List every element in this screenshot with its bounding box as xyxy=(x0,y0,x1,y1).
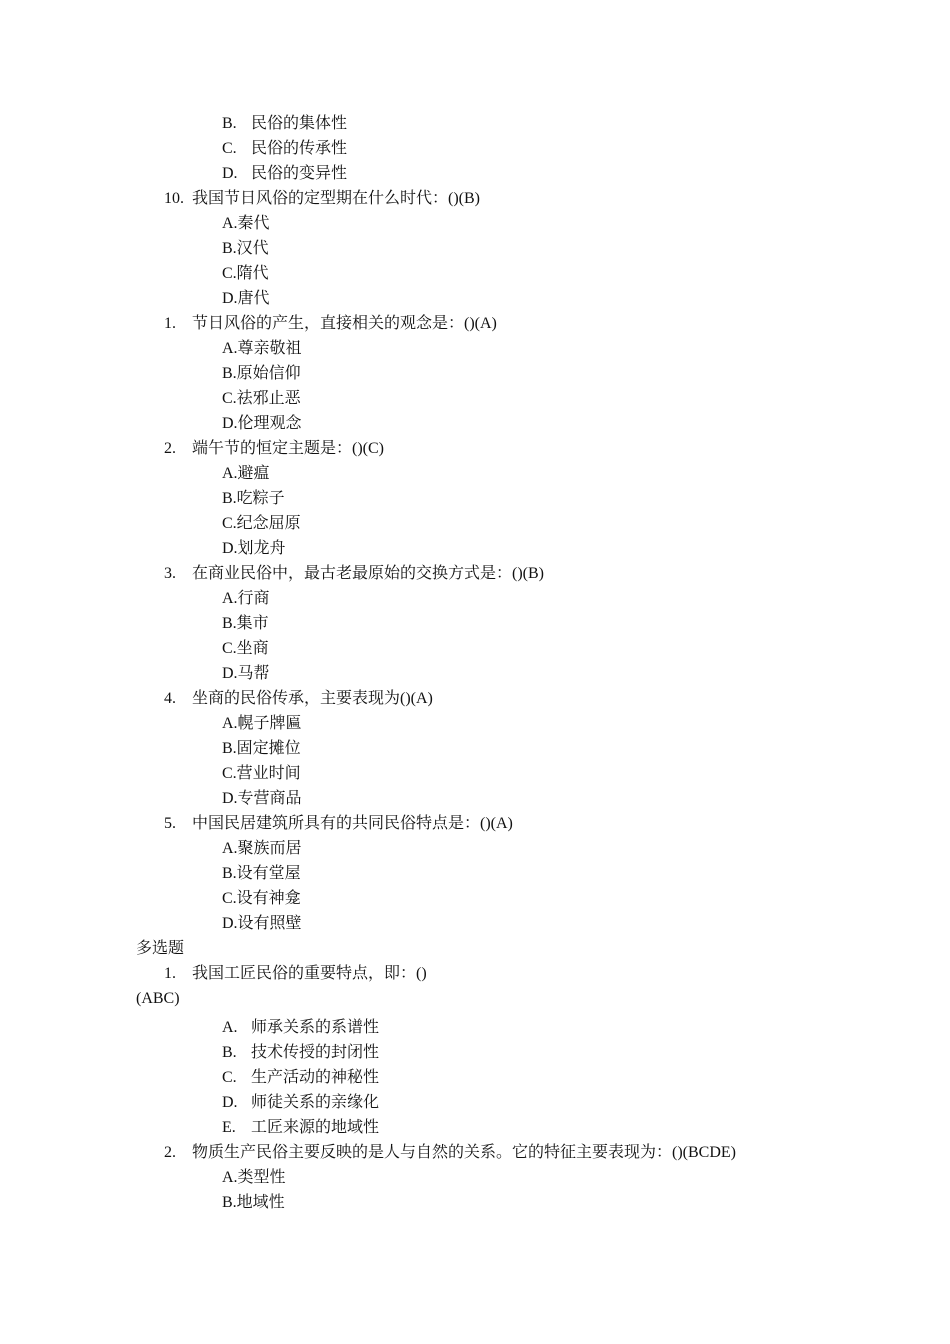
option: A.尊亲敬祖 xyxy=(222,340,302,357)
question-text: 节日风俗的产生，直接相关的观念是：()(A) xyxy=(192,315,497,332)
option-a xyxy=(222,1015,379,1040)
option: C.营业时间 xyxy=(222,765,301,782)
option: B.集市 xyxy=(222,615,269,632)
question-text: 物质生产民俗主要反映的是人与自然的关系。它的特征主要表现为：()(BCDE) xyxy=(192,1144,736,1161)
question-text: 坐商的民俗传承，主要表现为()(A) xyxy=(192,690,433,707)
multi-question-1 xyxy=(164,961,427,986)
question-1 xyxy=(164,311,497,336)
option-letter: D. xyxy=(222,165,238,182)
option: A.幌子牌匾 xyxy=(222,715,302,732)
question-text: 我国工匠民俗的重要特点，即：() xyxy=(192,965,427,982)
option: C.设有神龛 xyxy=(222,890,301,907)
option-text: 民俗的变异性 xyxy=(251,165,348,182)
option-d xyxy=(222,1090,379,1115)
option: C.坐商 xyxy=(222,640,269,657)
answer-text: (ABC) xyxy=(136,990,180,1007)
question-10 xyxy=(164,186,480,211)
option: D.专营商品 xyxy=(222,790,302,807)
option-letter: B. xyxy=(222,1044,237,1061)
option: C.纪念屈原 xyxy=(222,515,301,532)
option: C.隋代 xyxy=(222,265,269,282)
option: B.汉代 xyxy=(222,240,269,257)
option-letter: B. xyxy=(222,115,237,132)
option: B.吃粽子 xyxy=(222,490,285,507)
option-text: 工匠来源的地域性 xyxy=(251,1119,380,1136)
option: A.聚族而居 xyxy=(222,840,302,857)
option: B.设有堂屋 xyxy=(222,865,301,882)
question-text: 我国节日风俗的定型期在什么时代：()(B) xyxy=(192,190,480,207)
question-5 xyxy=(164,811,513,836)
question-number: 1. xyxy=(164,315,176,332)
option: C.祛邪止恶 xyxy=(222,390,301,407)
option-letter: A. xyxy=(222,1019,238,1036)
option-text: 民俗的集体性 xyxy=(251,115,348,132)
question-text: 端午节的恒定主题是：()(C) xyxy=(192,440,384,457)
option-text: 技术传授的封闭性 xyxy=(251,1044,380,1061)
question-number: 1. xyxy=(164,965,176,982)
multi-question-2 xyxy=(164,1140,736,1165)
option-letter: E. xyxy=(222,1119,236,1136)
option-d xyxy=(222,161,347,186)
question-number: 2. xyxy=(164,1144,176,1161)
option: D.设有照壁 xyxy=(222,915,302,932)
question-3 xyxy=(164,561,544,586)
question-number: 5. xyxy=(164,815,176,832)
question-text: 中国民居建筑所具有的共同民俗特点是：()(A) xyxy=(192,815,513,832)
question-text: 在商业民俗中，最古老最原始的交换方式是：()(B) xyxy=(192,565,544,582)
option-text: 生产活动的神秘性 xyxy=(251,1069,380,1086)
option: A.秦代 xyxy=(222,215,270,232)
question-2 xyxy=(164,436,384,461)
option-b xyxy=(222,111,347,136)
option-text: 师承关系的系谱性 xyxy=(251,1019,380,1036)
option: D.伦理观念 xyxy=(222,415,302,432)
question-number: 2. xyxy=(164,440,176,457)
option-e xyxy=(222,1115,379,1140)
option: B.地域性 xyxy=(222,1194,285,1211)
question-number: 10. xyxy=(164,190,184,207)
question-number: 3. xyxy=(164,565,176,582)
option: A.行商 xyxy=(222,590,270,607)
option: A.避瘟 xyxy=(222,465,270,482)
option: B.固定摊位 xyxy=(222,740,301,757)
option-letter: D. xyxy=(222,1094,238,1111)
question-number: 4. xyxy=(164,690,176,707)
option: D.划龙舟 xyxy=(222,540,286,557)
option-text: 民俗的传承性 xyxy=(251,140,348,157)
option: D.唐代 xyxy=(222,290,270,307)
option: B.原始信仰 xyxy=(222,365,301,382)
section-title-multiple-choice: 多选题 xyxy=(136,940,185,957)
question-4 xyxy=(164,686,433,711)
option-b xyxy=(222,1040,379,1065)
option-c xyxy=(222,1065,379,1090)
option-c xyxy=(222,136,347,161)
option-text: 师徒关系的亲缘化 xyxy=(251,1094,380,1111)
option-letter: C. xyxy=(222,1069,237,1086)
option-letter: C. xyxy=(222,140,237,157)
option: D.马帮 xyxy=(222,665,270,682)
option: A.类型性 xyxy=(222,1169,286,1186)
